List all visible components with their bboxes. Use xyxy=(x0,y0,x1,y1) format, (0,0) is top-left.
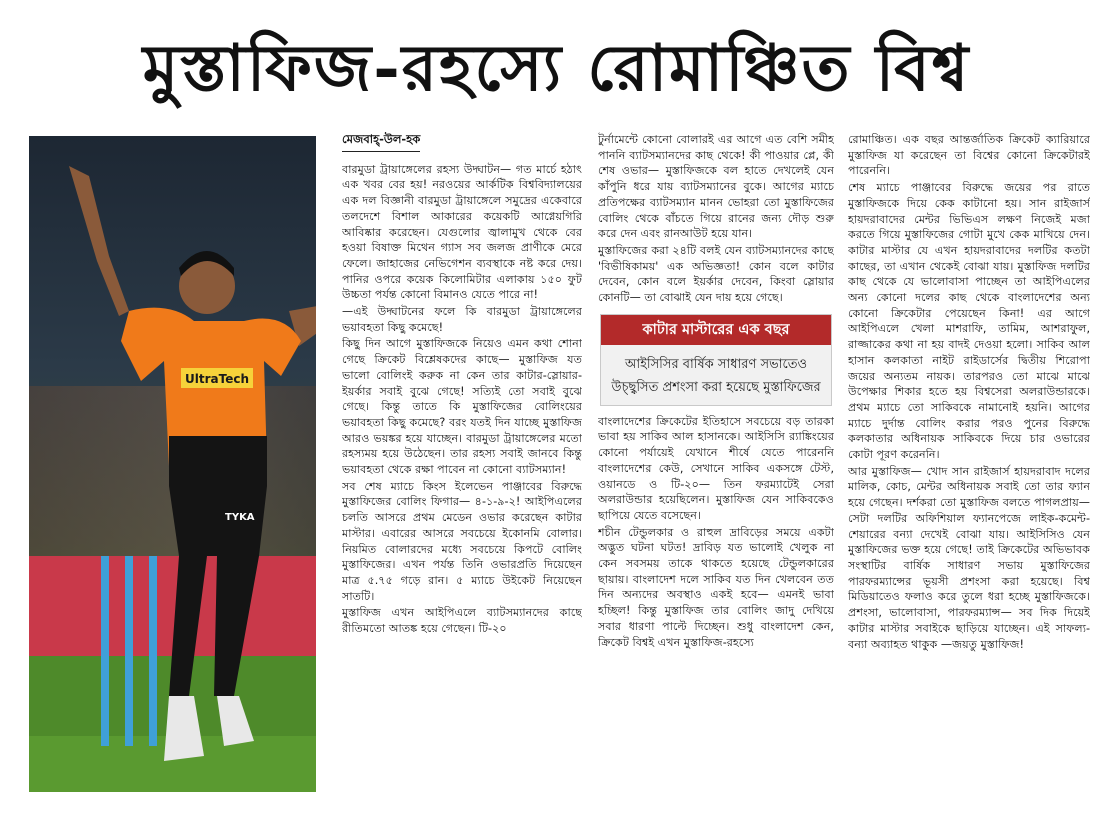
paragraph: বারমুডা ট্রায়াঙ্গেলের রহস্য উদ্ঘাটন— গত মার্চে হঠাৎ এক খবর বের হয়! নরওয়ের আর্কটিক বিশ্ববিদ্যালয়ের এক দল বিজ্ঞানী বারমুডা ট্রায়াঙ্গেলে সমুদ্রের একেবারে তলদেশে বিশাল আকারের কয়েকটি আগ্নেয়গিরি আবিষ্কার করেছেন। যেগুলোর জ্বালামুখ থেকে বের হওয়া বিষাক্ত মিথেন গ্যাস সব জলজ প্রাণীকে মেরে ফেলে। জাহাজের নেভিগেশন ব্যবস্থাকে নষ্ট করে দেয়। পানির ওপরে কয়েক কিলোমিটার এলাকায় ১৫০ ফুট উচ্চতা পর্যন্ত কোনো বিমানও যেতে পারে না! xyxy=(342,162,582,302)
article-column-2 xyxy=(598,132,834,807)
paragraph: সব শেষ ম্যাচে কিংস ইলেভেন পাঞ্জাবের বিরুদ্ধে মুস্তাফিজের বোলিং ফিগার— ৪-১-৯-২! আইপিএলের চলতি আসরে প্রথম মেডেন ওভার করেছেন কাটার মাস্টার। এবারের আসরে সবচেয়ে ইকোনমি বোলার। নিয়মিত বোলারদের মধ্যে সবচেয়ে কিপটে বোলিং মুস্তাফিজের। এখন পর্যন্ত তিনি ওভারপ্রতি দিয়েছেন মাত্র ৫.৭৫ গড়ে রান। ৫ ম্যাচে উইকেট নিয়েছেন সাতটি। xyxy=(342,479,582,603)
sidebar-subtitle: আইসিসির বার্ষিক সাধারণ সভাতেও উচ্ছ্বসিত প্রশংসা করা হয়েছে মুস্তাফিজের xyxy=(611,356,821,395)
paragraph: শেষ ম্যাচে পাঞ্জাবের বিরুদ্ধে জয়ের পর রাতে মুস্তাফিজকে দিয়ে কেক কাটানো হয়। সান রাইজার্স হায়দরাবাদের মেন্টর ভিভিএস লক্ষণ নিজেই মজা করতে গিয়ে মুস্তাফিজের গোটা মুখে কেক মাখিয়ে দেন। কাটার মাস্টার যে এখন হায়দরাবাদের দলটির কতটা কাছের, তা এখান থেকেই বোঝা যায়। মুস্তাফিজ দলটির কাছ থেকে যে ভালোবাসা পাচ্ছেন তা আইপিএলের অন্য কোনো দলের কাছ থেকে বাংলাদেশের অন্য কোনো ক্রিকেটার পেয়েছেন কিনা! এর আগে আইপিএলে খেলা মাশরাফি, তামিম, আশরাফুল, রাজ্জাকের কথা না হয় বাদই দেওয়া হলো। সাকিব আল হাসান কলকাতা নাইট রাইডার্সের দ্বিতীয় শিরোপা জয়ের অন্যতম নায়ক। তারপরও তো মাঝে মাঝে উপেক্ষার শিকার হতে হয় বিশ্বসেরা অলরাউন্ডারকে। প্রথম ম্যাচে তো সাকিবকে নামানোই হয়নি। আগের ম্যাচে দুর্দান্ত বোলিং করার পরও পুনের বিরুদ্ধে কলকাতার অধিনায়ক সাকিবকে দিয়ে চার ওভারের কোটা পূরণ করেননি। xyxy=(848,181,1090,462)
paragraph: শচীন টেন্ডুলকার ও রাহুল দ্রাবিড়ের সময়ে একটা অদ্ভুত ঘটনা ঘটত! দ্রাবিড় যত ভালোই খেলুক না কেন সবসময় তাকে থাকতে হয়েছে টেন্ডুলকারের ছায়ায়। বাংলাদেশ দলে সাকিব যত দিন খেলবেন তত দিন অন্যদের অবস্থাও একই হবে— এমনই ভাবা হচ্ছিল! কিন্তু মুস্তাফিজ তার বোলিং জাদু দেখিয়ে সবার ধারণা পাল্টে দিচ্ছেন। শুধু বাংলাদেশ কেন, ক্রিকেট বিশ্বই এখন মুস্তাফিজ-রহস্যে xyxy=(598,525,834,649)
player-photo xyxy=(29,136,316,792)
sidebar-title: কাটার মাস্টারের এক বছর xyxy=(601,315,831,345)
article-column-3 xyxy=(848,132,1090,807)
paragraph: বাংলাদেশের ক্রিকেটের ইতিহাসে সবচেয়ে বড় তারকা ভাবা হয় সাকিব আল হাসানকে। আইসিসি র‍্যাঙ্কিংয়ের কোনো পর্যায়েই যেখানে শীর্ষে যেতে পারেননি বাংলাদেশের কেউ, সেখানে সাকিব একসঙ্গে টেস্ট, ওয়ানডে ও টি-২০— তিন ফরম্যাটেই সেরা অলরাউন্ডার হয়েছিলেন। মুস্তাফিজ যেন সাকিবকেও ছাপিয়ে যেতে বসেছেন। xyxy=(598,414,834,522)
byline: মেজবাহ্-উল-হক xyxy=(342,132,420,152)
paragraph: কিছু দিন আগে মুস্তাফিজকে নিয়েও এমন কথা শোনা গেছে ক্রিকেট বিশ্লেষকদের কাছে— মুস্তাফিজ যত ভালো বোলিংই করুক না কেন তার কাটার-স্লোয়ার-ইয়র্কার সবাই বুঝে গেছে! সত্যিই তো সবাই বুঝে গেছে। কিন্তু তাতে কি মুস্তাফিজের বোলিংয়ের ভয়াবহতা কিছু কমেছে? বরং যতই দিন যাচ্ছে মুস্তাফিজ আরও ভয়ঙ্কর হয়ে যাচ্ছেন। বারমুডা ট্রায়াঙ্গেলের মতো রহস্যময় হয়ে উঠেছেন। তার রহস্য সবাই জানবে কিন্তু ভয়াবহতা থেকে রক্ষা পাবেন না কোনো ব্যাটসম্যান! xyxy=(342,337,582,477)
jersey-sponsor-text: UltraTech xyxy=(185,372,249,386)
paragraph: —এই উদ্ঘাটনের ফলে কি বারমুডা ট্রায়াঙ্গেলের ভয়াবহতা কিছু কমেছে! xyxy=(342,305,582,334)
headline: মুস্তাফিজ-রহস্যে রোমাঞ্চিত বিশ্ব xyxy=(142,31,971,106)
article-column-1 xyxy=(342,132,582,807)
paragraph: মুস্তাফিজ এখন আইপিএলে ব্যাটসম্যানদের কাছে রীতিমতো আতঙ্ক হয়ে গেছেন। টি-২০ xyxy=(342,606,582,636)
paragraph: মুস্তাফিজের করা ২৪টি বলই যেন ব্যাটসম্যানদের কাছে 'বিভীষিকাময়' এক অভিজ্ঞতা! কোন বলে কাটার দেবেন, কোন বলে ইয়র্কার দেবেন, কিংবা স্লোয়ার কোনটি— তা বোঝাই যেন দায় হয়ে গেছে। xyxy=(598,243,834,305)
sidebar-box xyxy=(600,314,832,406)
paragraph: আর মুস্তাফিজ— খোদ সান রাইজার্স হায়দরাবাদ দলের মালিক, কোচ, মেন্টর অধিনায়ক সবাই তো তার ফ্যান হয়ে গেছেন। দর্শকরা তো মুস্তাফিজ বলতে পাগলপ্রায়— সেটা দলটির অফিশিয়াল ফ্যানপেজে লাইক-কমেন্ট-শেয়ারের বন্যা দেখেই বোঝা যায়। আইসিসিও যেন মুস্তাফিজের ভক্ত হয়ে গেছে! তাই ক্রিকেটের অভিভাবক সংস্থাটির বার্ষিক সাধারণ সভায় মুস্তাফিজের পারফরম্যান্সের ভূয়সী প্রশংসা করা হয়েছে। বিশ্ব মিডিয়াতেও ফলাও করে তুলে ধরা হচ্ছে মুস্তাফিজকে। প্রশংসা, ভালোবাসা, পারফরম্যান্স— সব দিক দিয়েই কাটার মাস্টার সবাইকে ছাড়িয়ে যাচ্ছেন। এই সাফল্য-বন্যা অব্যাহত থাকুক —জয়তু মুস্তাফিজ! xyxy=(848,464,1090,651)
paragraph: রোমাঞ্চিত। এক বছর আন্তর্জাতিক ক্রিকেট ক্যারিয়ারে মুস্তাফিজ যা করেছেন তা বিশ্বের কোনো ক্রিকেটারই পারেননি। xyxy=(848,133,1090,178)
paragraph: টুর্নামেন্টে কোনো বোলারই এর আগে এত বেশি সমীহ পাননি ব্যাটসম্যানদের কাছ থেকে! কী পাওয়ার প্লে, কী শেষ ওভার— মুস্তাফিজকে বল হাতে দেখলেই যেন কাঁপুনি ধরে যায় ব্যাটসম্যানের বুকে। আগের ম্যাচে প্রতিপক্ষের ব্যাটসম্যান মানন ভোহরা তো মুস্তাফিজের বোলিং থেকে বাঁচতে গিয়ে রানের জন্য দৌড় শুরু করে দেন এবং রানআউট হয়ে যান। xyxy=(598,133,834,241)
pants-logo-text: TYKA xyxy=(225,512,255,523)
